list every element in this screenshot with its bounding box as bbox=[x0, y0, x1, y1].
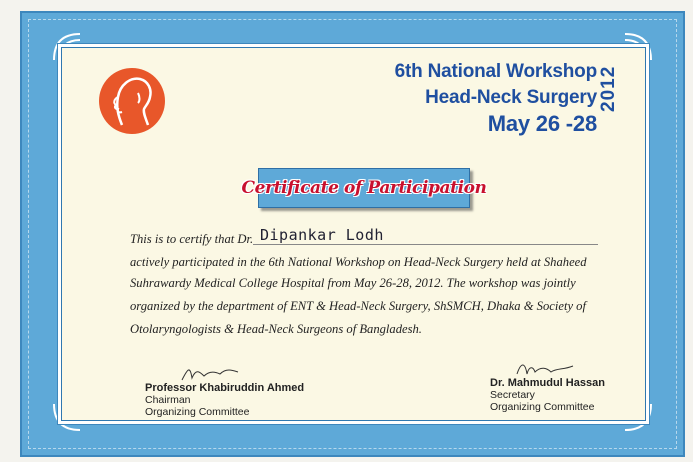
body-line-3: organized by the department of ENT & Head-Neck Surgery, ShSMCH, Dhaka & Society of bbox=[130, 299, 586, 313]
body-line-4: Otolaryngologists & Head-Neck Surgeons of Bangladesh. bbox=[130, 322, 422, 336]
chairman-signature-block bbox=[145, 382, 304, 418]
chairman-signature-icon bbox=[180, 362, 240, 384]
body-line-1: actively participated in the 6th National Workshop on Head-Neck Surgery held at Shaheed bbox=[130, 255, 587, 269]
name-underline bbox=[253, 244, 598, 245]
certificate-title: Certificate of Participation bbox=[241, 178, 487, 198]
chairman-name: Professor Khabiruddin Ahmed bbox=[145, 382, 305, 394]
chairman-committee: Organizing Committee bbox=[145, 406, 250, 418]
workshop-title: 6th National Workshop bbox=[394, 61, 597, 82]
secretary-name: Dr. Mahmudul Hassan bbox=[490, 377, 605, 389]
chairman-role: Chairman bbox=[145, 394, 191, 406]
workshop-year: 2012 bbox=[598, 65, 619, 112]
head-neck-logo-icon bbox=[98, 67, 166, 135]
secretary-role: Secretary bbox=[490, 389, 535, 401]
secretary-committee: Organizing Committee bbox=[490, 401, 595, 413]
participant-name: Dipankar Lodh bbox=[260, 226, 384, 244]
secretary-signature-block bbox=[490, 377, 605, 413]
workshop-dates: May 26 -28 bbox=[487, 111, 597, 136]
certify-prefix: This is to certify that Dr. bbox=[130, 232, 254, 246]
body-line-2: Suhrawardy Medical College Hospital from May 26-28, 2012. The workshop was jointly bbox=[130, 276, 576, 290]
certificate-title-banner bbox=[241, 168, 487, 208]
workshop-subject: Head-Neck Surgery bbox=[425, 87, 597, 108]
